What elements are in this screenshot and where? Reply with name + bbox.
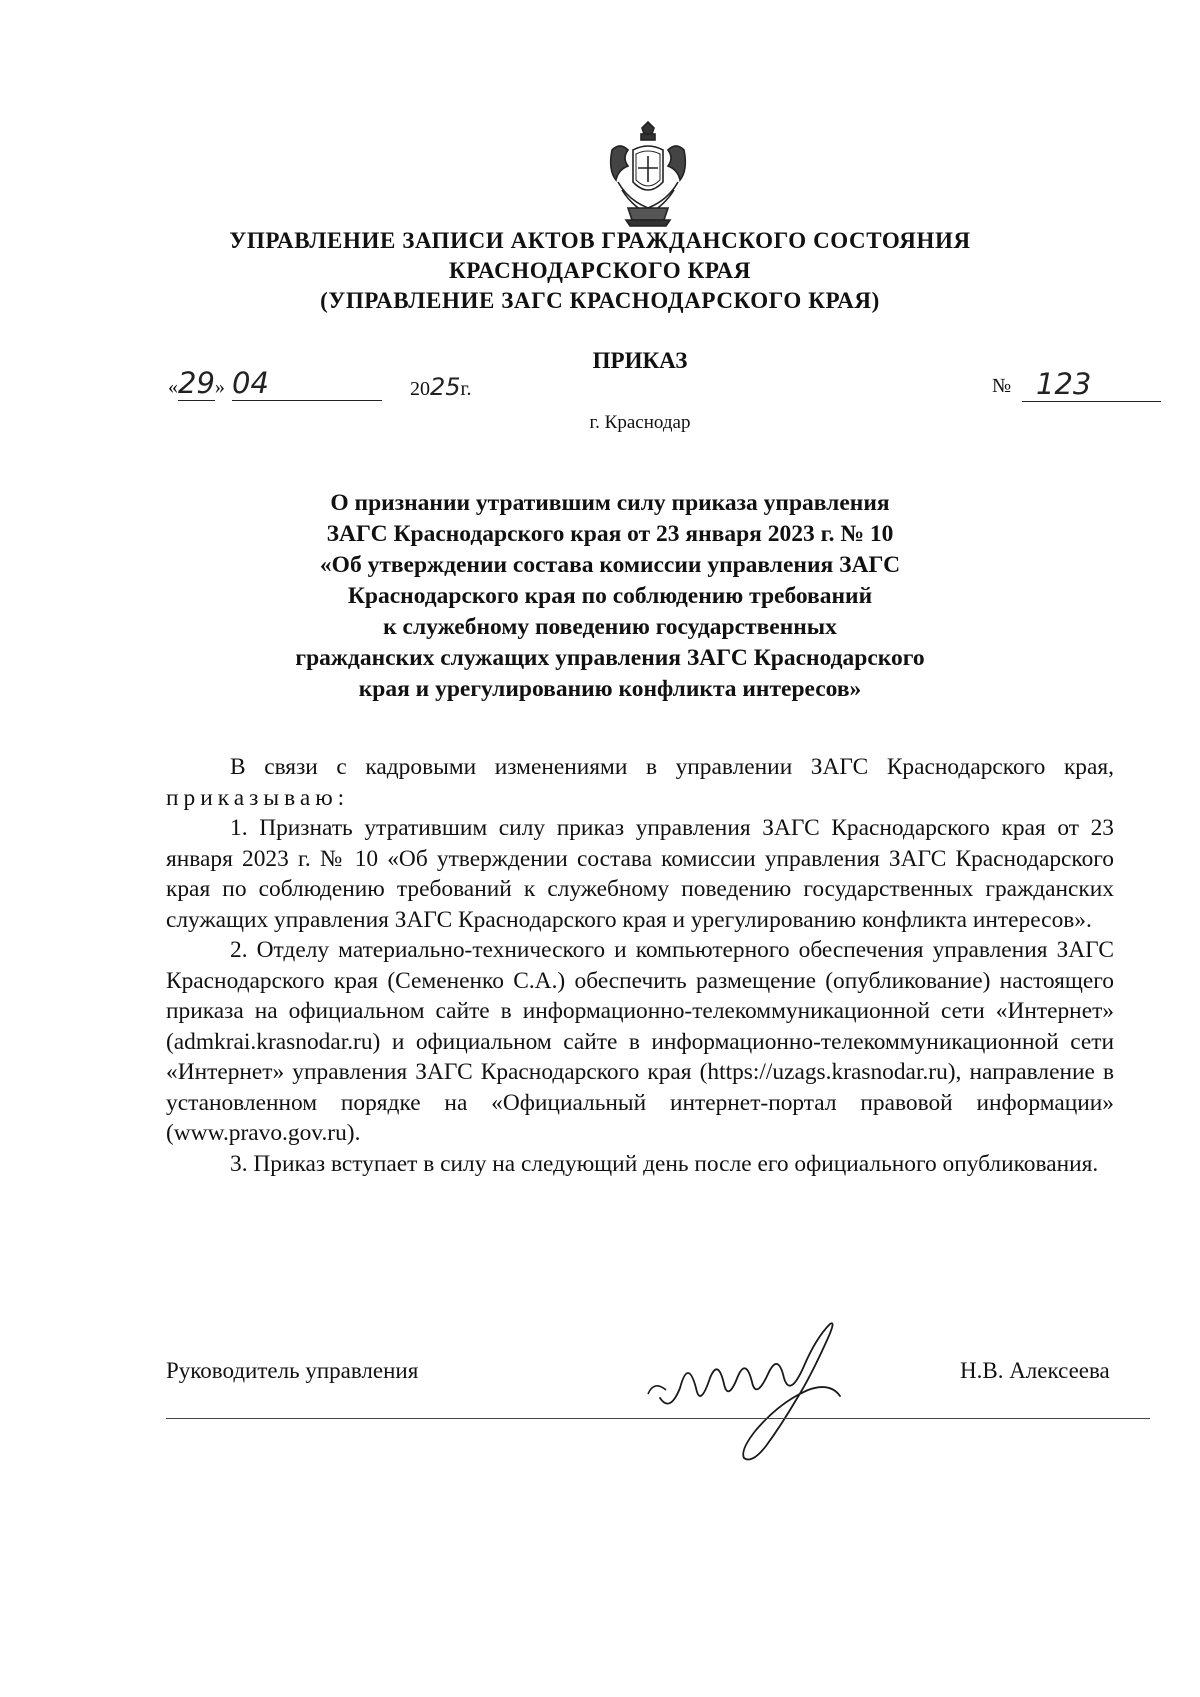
- date-year-unit: г.: [460, 378, 472, 400]
- order-item-3: 3. Приказ вступает в силу на следующий день после его официального опубликования.: [230, 1150, 1099, 1177]
- order-body: [166, 752, 1114, 1179]
- title-line: к служебному поведению государственных: [383, 614, 837, 640]
- date-day: 29: [178, 366, 215, 400]
- date-open-quote: «: [168, 376, 178, 398]
- intro-paragraph: [166, 752, 1114, 813]
- date-close-quote: »: [214, 376, 225, 398]
- document-type: ПРИКАЗ: [592, 348, 688, 373]
- order-item-1: 1. Признать утратившим силу приказ управления ЗАГС Краснодарского края от 23 января 2023 г. № 10 «Об утверждении состава комиссии управления ЗАГС Краснодарского края по соблюдению требований к служебному поведению государственных гражданских служащих управления ЗАГС Краснодарского края и урегулированию конфликта интересов».: [166, 815, 1114, 933]
- date-month: 04: [232, 366, 269, 400]
- org-short-name-line: (УПРАВЛЕНИЕ ЗАГС КРАСНОДАРСКОГО КРАЯ): [320, 288, 880, 313]
- title-line: гражданских служащих управления ЗАГС Краснодарского: [295, 645, 925, 671]
- title-line: «Об утверждении состава комиссии управления ЗАГС: [319, 552, 901, 578]
- title-line: края и урегулированию конфликта интересов»: [358, 676, 862, 702]
- title-line: О признании утратившим силу приказа управления: [330, 490, 890, 516]
- number-label: №: [992, 375, 1012, 397]
- krasnodar-coat-of-arms-icon: [598, 120, 698, 230]
- date-year-suffix: 25: [430, 373, 461, 401]
- number-value: 123: [1036, 367, 1092, 401]
- date-year-prefix: 20: [410, 378, 430, 400]
- title-line: ЗАГС Краснодарского края от 23 января 2023 г. № 10: [326, 521, 894, 547]
- title-line: Краснодарского края по соблюдению требований: [347, 583, 873, 609]
- signatory-role: Руководитель управления: [166, 1358, 419, 1383]
- city: г. Краснодар: [589, 412, 691, 433]
- organization-header: [160, 226, 1040, 316]
- handwritten-signature-icon: [640, 1318, 900, 1468]
- order-item-2: 2. Отделу материально-технического и компьютерного обеспечения управления ЗАГС Краснодарского края (Семененко С.А.) обеспечить размещение (опубликование) настоящего приказа на официальном сайте в информационно-телекоммуникационной сети «Интернет» (admkrai.krasnodar.ru) и официальном сайте в информационно-телекоммуникационной сети «Интернет» управления ЗАГС Краснодарского края (https://uzags.krasnodar.ru), направление в установленном порядке на «Официальный интернет-портал правовой информации» (www.pravo.gov.ru).: [166, 937, 1114, 1146]
- org-name-line: УПРАВЛЕНИЕ ЗАПИСИ АКТОВ ГРАЖДАНСКОГО СОСТОЯНИЯ: [229, 228, 971, 253]
- intro-text: В связи с кадровыми изменениями в управлении ЗАГС Краснодарского края,: [230, 754, 1114, 780]
- signature-divider: [166, 1418, 1150, 1419]
- signatory-name: Н.В. Алексеева: [960, 1358, 1110, 1383]
- order-word: приказываю:: [166, 784, 350, 811]
- order-number: [992, 364, 1152, 404]
- order-title: [260, 488, 960, 705]
- org-region-line: КРАСНОДАРСКОГО КРАЯ: [449, 258, 751, 283]
- order-date: [162, 366, 522, 406]
